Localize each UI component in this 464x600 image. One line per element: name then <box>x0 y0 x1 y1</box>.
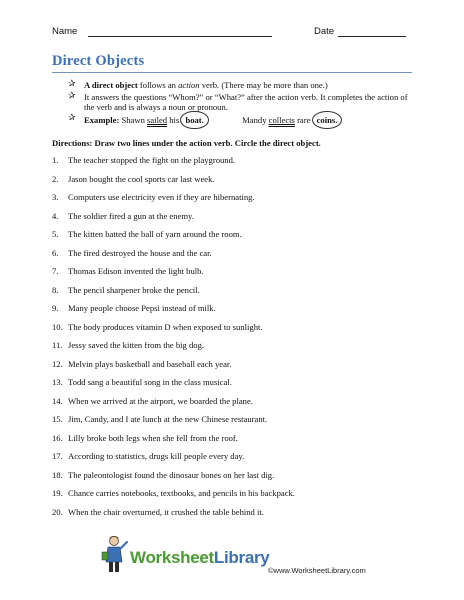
sentence-text: According to statistics, drugs kill people every day. <box>68 451 245 461</box>
sentence-number: 5. <box>52 229 59 239</box>
sentence-text: The pencil sharpener broke the pencil. <box>68 284 200 295</box>
sentence-text: The kitten batted the ball of yarn around the room. <box>68 229 242 239</box>
action-word: action <box>178 80 200 90</box>
term-direct-object: A direct object <box>84 80 138 90</box>
sentence-text: Jessy saved the kitten from the big dog. <box>68 340 205 350</box>
example-mid-1: his <box>169 114 180 125</box>
sentence-number: 1. <box>52 155 59 165</box>
sentence-number: 8. <box>52 284 59 295</box>
example-object-2: coins. <box>312 111 343 130</box>
sentence-number: 13. <box>52 377 63 387</box>
bullet-2-text: It answers the questions “Whom?” or “What?” after the action verb. It completes the action of the verb and is always a noun or pronoun. <box>84 91 408 112</box>
sentence-item <box>52 358 412 377</box>
date-label: Date <box>314 26 335 37</box>
sentence-number: 11. <box>52 340 63 350</box>
sentence-text: Chance carries notebooks, textbooks, and pencils in his backpack. <box>68 488 295 498</box>
name-label: Name <box>52 26 78 37</box>
teacher-figure-icon <box>100 534 128 574</box>
logo-part-worksheet: Worksheet <box>130 548 214 567</box>
sentence-item <box>52 265 412 284</box>
bullet-2 <box>68 92 412 113</box>
star-icon: ✰ <box>68 112 76 123</box>
sentence-text: Lilly broke both legs when she fell from the roof. <box>68 432 238 443</box>
example-mid-2: rare <box>297 114 311 125</box>
sentence-number: 20. <box>52 506 63 517</box>
sentence-number: 10. <box>52 321 63 332</box>
sentence-number: 18. <box>52 469 63 480</box>
sentence-number: 7. <box>52 266 59 276</box>
sentence-item <box>52 450 412 469</box>
sentence-item <box>52 173 412 192</box>
sentence-item <box>52 487 412 506</box>
example-subject-1: Shawn <box>121 114 145 125</box>
sentence-item <box>52 339 412 358</box>
logo-part-library: Library <box>213 548 270 567</box>
sentence-number: 19. <box>52 488 63 498</box>
sentence-item <box>52 191 412 210</box>
sentence-number: 3. <box>52 192 59 202</box>
sentence-text: Many people choose Pepsi instead of milk. <box>68 303 216 313</box>
sentence-item <box>52 395 412 414</box>
directions: Directions: Draw two lines under the action verb. Circle the direct object. <box>52 138 321 148</box>
sentence-text: When the chair overturned, it crushed the table behind it. <box>68 506 264 517</box>
page-title: Direct Objects <box>52 53 145 69</box>
sentence-number: 15. <box>52 414 63 424</box>
date-line[interactable] <box>338 36 406 37</box>
sentence-text: The paleontologist found the dinosaur bones on her last dig. <box>68 469 275 480</box>
name-line[interactable] <box>88 36 272 37</box>
example-subject-2: Mandy <box>242 114 267 125</box>
sentence-item <box>52 247 412 266</box>
star-icon: ✰ <box>68 79 76 89</box>
sentence-number: 17. <box>52 451 63 461</box>
sentence-text: The fired destroyed the house and the car. <box>68 247 212 258</box>
sentence-item <box>52 321 412 340</box>
bullet-1 <box>68 80 412 91</box>
example-label: Example: <box>84 114 120 125</box>
bullet-1-end: verb. (There may be more than one.) <box>199 80 328 90</box>
definition-bullets <box>68 80 412 127</box>
worksheet-library-logo <box>100 534 270 574</box>
sentence-text: Todd sang a beautiful song in the class musical. <box>68 377 232 387</box>
sentence-item <box>52 154 412 173</box>
sentence-item <box>52 210 412 229</box>
sentence-number: 16. <box>52 432 63 443</box>
example-verb-2: collects <box>268 114 295 125</box>
sentence-text: The soldier fired a gun at the enemy. <box>68 210 194 221</box>
sentence-text: When we arrived at the airport, we boarded the plane. <box>68 395 253 406</box>
copyright-text: ©www.WorksheetLibrary.com <box>268 566 366 575</box>
sentence-number: 6. <box>52 247 59 258</box>
sentence-text: Jason bought the cool sports car last week. <box>68 173 215 184</box>
sentence-item <box>52 302 412 321</box>
sentence-number: 12. <box>52 358 63 369</box>
header-row <box>52 26 412 42</box>
sentence-item <box>52 284 412 303</box>
sentence-number: 4. <box>52 210 59 221</box>
bullet-example <box>68 114 412 127</box>
sentence-item <box>52 506 412 525</box>
example-verb-1: sailed <box>147 114 168 125</box>
sentence-item <box>52 469 412 488</box>
sentence-item <box>52 228 412 247</box>
bullet-1-text: follows an <box>137 80 179 90</box>
sentence-list <box>52 154 412 524</box>
sentence-item <box>52 432 412 451</box>
sentence-text: Melvin plays basketball and baseball each year. <box>68 358 232 369</box>
sentence-item <box>52 413 412 432</box>
sentence-text: Computers use electricity even if they are hibernating. <box>68 192 255 202</box>
sentence-text: The body produces vitamin D when exposed to sunlight. <box>68 321 263 332</box>
star-icon: ✰ <box>68 90 76 101</box>
sentence-text: The teacher stopped the fight on the playground. <box>68 155 236 165</box>
sentence-number: 2. <box>52 173 59 184</box>
sentence-text: Jim, Candy, and I ate lunch at the new Chinese restaurant. <box>68 414 268 424</box>
example-object-1: boat. <box>180 111 208 130</box>
sentence-text: Thomas Edison invented the light bulb. <box>68 266 204 276</box>
sentence-item <box>52 376 412 395</box>
logo-wordmark <box>130 548 269 568</box>
sentence-number: 9. <box>52 303 59 313</box>
title-divider <box>52 72 412 73</box>
sentence-number: 14. <box>52 395 63 406</box>
